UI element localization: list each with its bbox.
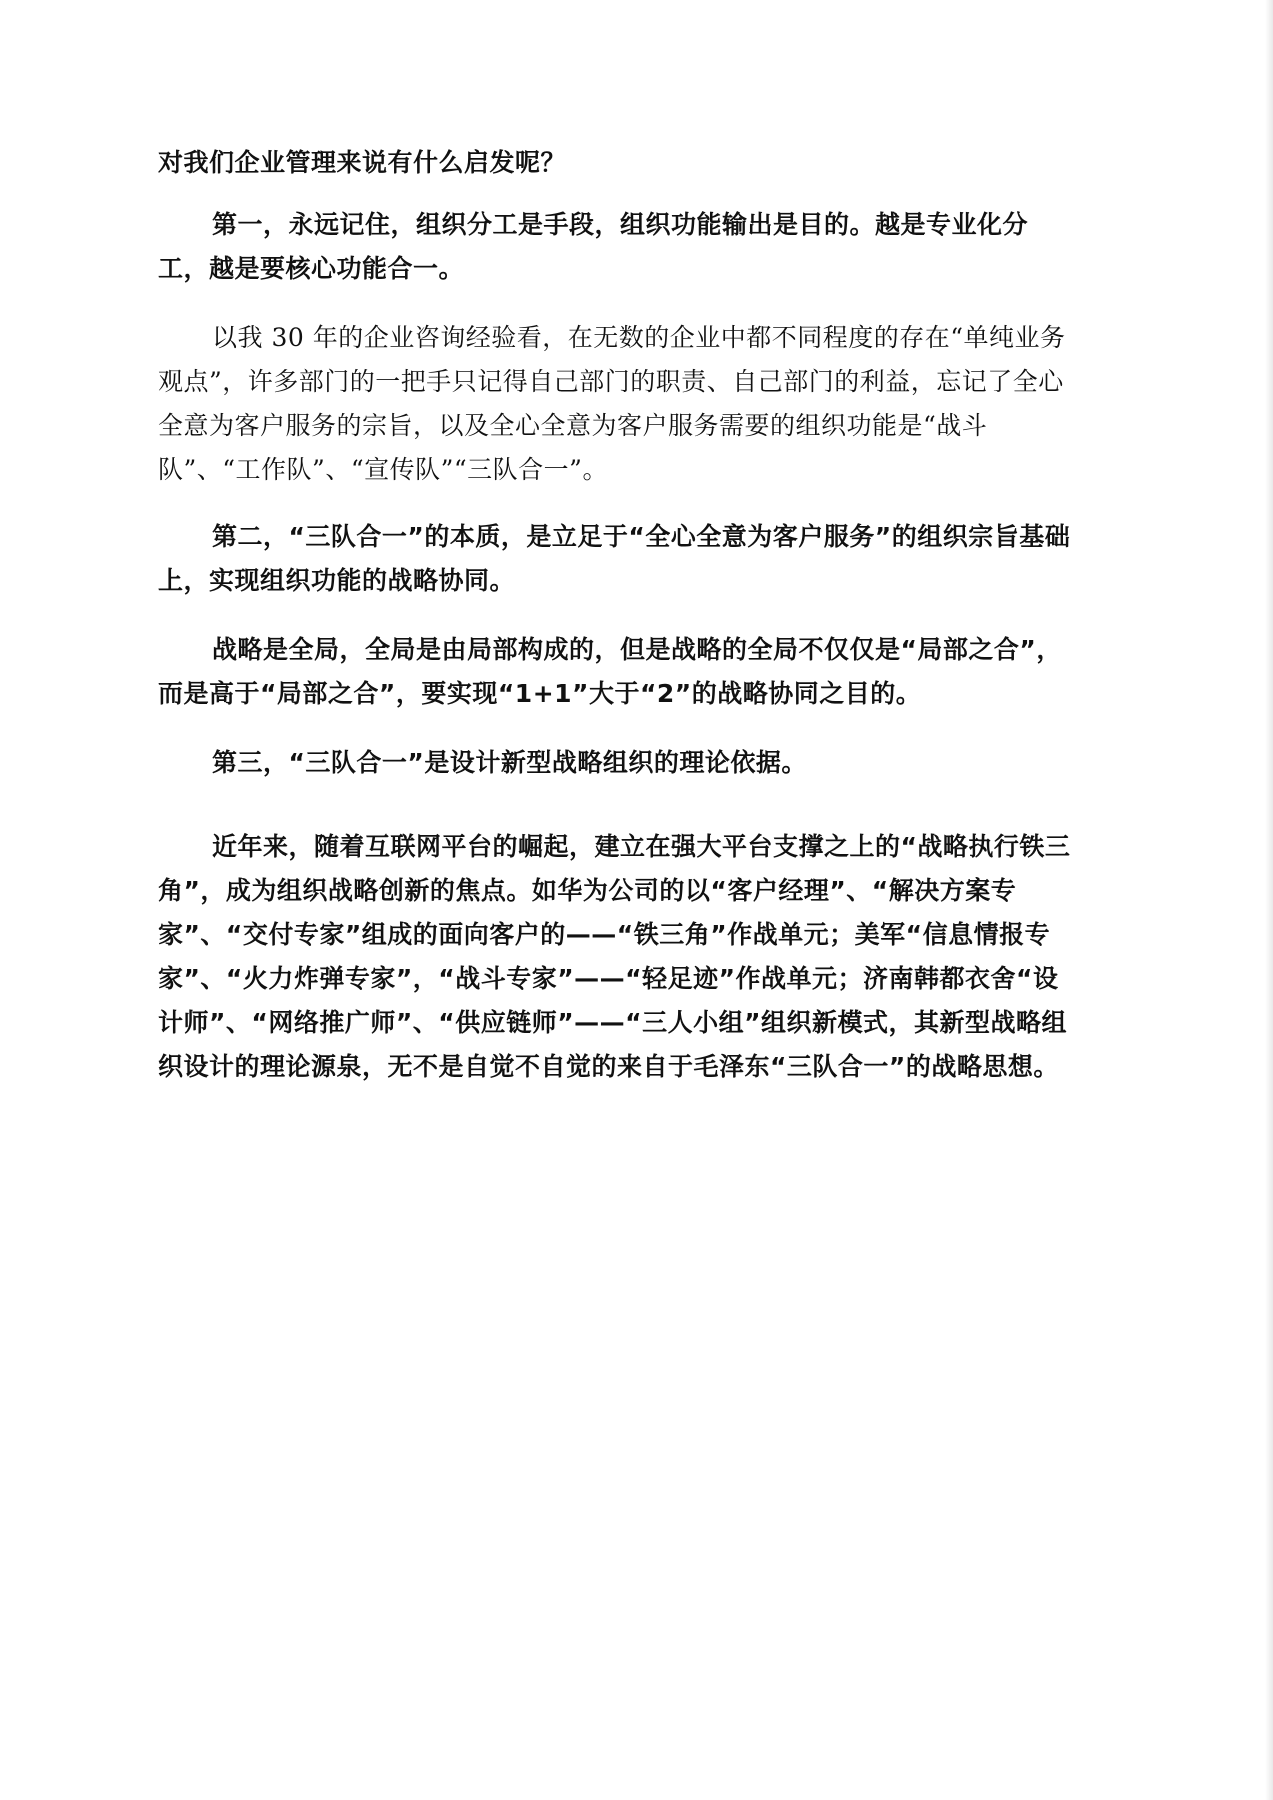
point1-heading: 第一，永远记住，组织分工是手段，组织功能输出是目的。越是专业化分工，越是要核心功能合一。 — [158, 210, 1029, 283]
point2-body: 战略是全局，全局是由局部构成的，但是战略的全局不仅仅是“局部之合”，而是高于“局部之合”，要实现“1+1”大于“2”的战略协同之目的。 — [158, 635, 1062, 708]
point3-heading: 第三，“三队合一”是设计新型战略组织的理论依据。 — [212, 748, 807, 777]
point1-body: 以我 30 年的企业咨询经验看，在无数的企业中都不同程度的存在“单纯业务观点”，许多部门的一把手只记得自己部门的职责、自己部门的利益，忘记了全心全意为客户服务的宗旨，以及全心全意为客户服务需要的组织功能是“战斗队”、“工作队”、“宣传队”“三队合一”。 — [158, 323, 1066, 484]
scan-edge-shadow — [1265, 0, 1273, 1800]
point2-heading: 第二，“三队合一”的本质，是立足于“全心全意为客户服务”的组织宗旨基础上，实现组织功能的战略协同。 — [158, 522, 1071, 595]
question-line: 对我们企业管理来说有什么启发呢？ — [158, 148, 567, 177]
point3-body: 近年来，随着互联网平台的崛起，建立在强大平台支撑之上的“战略执行铁三角”，成为组织战略创新的焦点。如华为公司的以“客户经理”、“解决方案专家”、“交付专家”组成的面向客户的——“铁三角”作战单元；美军“信息情报专家”、“火力炸弹专家”，“战斗专家”——“轻足迹”作战单元；济南韩都衣舍“设计师”、“网络推广师”、“供应链师”——“三人小组”组织新模式，其新型战略组织设计的理论源泉，无不是自觉不自觉的来自于毛泽东“三队合一”的战略思想。 — [158, 832, 1071, 1081]
